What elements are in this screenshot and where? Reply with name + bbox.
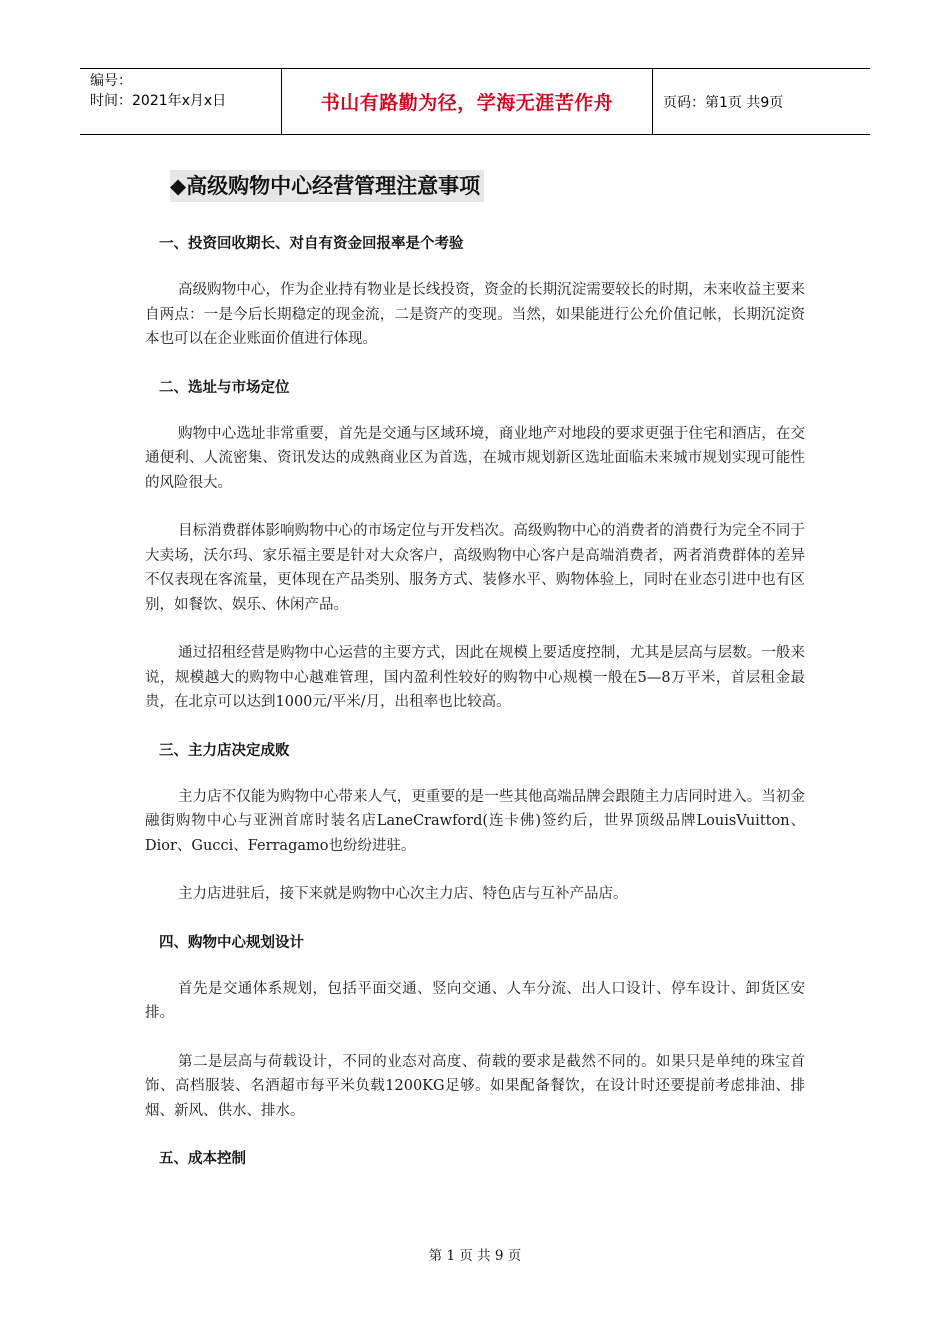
paragraph: 购物中心选址非常重要，首先是交通与区域环境，商业地产对地段的要求更强于住宅和酒店，在交通便利、人流密集、资讯发达的成熟商业区为首选，在城市规划新区选址面临未来城市规划实现可能性的风险很大。 <box>145 425 805 491</box>
section-1 <box>145 232 805 352</box>
section-heading: 五、成本控制 <box>159 1151 246 1167</box>
header-page-info: 页码：第1页 共9页 <box>663 94 784 111</box>
section-heading: 二、选址与市场定位 <box>159 379 290 396</box>
paragraph: 首先是交通体系规划，包括平面交通、竖向交通、人车分流、出人口设计、停车设计、卸货区安排。 <box>145 980 805 1021</box>
paragraph: 通过招租经营是购物中心运营的主要方式，因此在规模上要适度控制，尤其是层高与层数。一般来说，规模越大的购物中心越难管理，国内盈利性较好的购物中心规模一般在5—8万平米，首层租金最贵，在北京可以达到1000元/平米/月，出租率也比较高。 <box>145 645 805 710</box>
paragraph: 高级购物中心，作为企业持有物业是长线投资，资金的长期沉淀需要较长的时期，未来收益主要来自两点：一是今后长期稳定的现金流，二是资产的变现。当然，如果能进行公允价值记帐，长期沉淀资本也可以在企业账面价值进行体现。 <box>145 282 805 347</box>
section-heading: 三、主力店决定成败 <box>159 742 290 759</box>
section-heading: 一、投资回收期长、对自有资金回报率是个考验 <box>159 236 464 252</box>
document-header <box>80 68 870 135</box>
section-heading: 四、购物中心规划设计 <box>159 934 304 951</box>
header-motto: 书山有路勤为径，学海无涯苦作舟 <box>282 69 653 134</box>
page-footer: 第 1 页 共 9 页 <box>428 1248 522 1264</box>
section-3 <box>145 739 805 907</box>
section-5 <box>145 1147 805 1171</box>
document-title: ◆高级购物中心经营管理注意事项 <box>170 170 484 202</box>
section-2 <box>145 376 805 715</box>
section-4 <box>145 931 805 1124</box>
header-meta-cell <box>80 69 282 134</box>
paragraph: 主力店不仅能为购物中心带来人气，更重要的是一些其他高端品牌会跟随主力店同时进入。当初金融街购物中心与亚洲首席时装名店LaneCrawford(连卡佛)签约后，世界顶级品牌LouisVuitton、Dior、Gucci、Ferragamo也纷纷进驻。 <box>145 788 805 854</box>
paragraph: 第二是层高与荷载设计，不同的业态对高度、荷载的要求是截然不同的。如果只是单纯的珠宝首饰、高档服装、名酒超市每平米负载1200KG足够。如果配备餐饮，在设计时还要提前考虑排油、排烟、新风、供水、排水。 <box>145 1053 805 1119</box>
document-number-label: 编号： <box>90 73 132 89</box>
paragraph: 主力店进驻后，接下来就是购物中心次主力店、特色店与互补产品店。 <box>178 886 628 902</box>
document-time-label: 时间：2021年x月x日 <box>90 93 227 109</box>
paragraph: 目标消费群体影响购物中心的市场定位与开发档次。高级购物中心的消费者的消费行为完全不同于大卖场，沃尔玛、家乐福主要是针对大众客户，高级购物中心客户是高端消费者，两者消费群体的差异不仅表现在客流量，更体现在产品类别、服务方式、装修水平、购物体验上，同时在业态引进中也有区别，如餐饮、娱乐、休闲产品。 <box>145 523 805 613</box>
document-body <box>145 232 805 1193</box>
